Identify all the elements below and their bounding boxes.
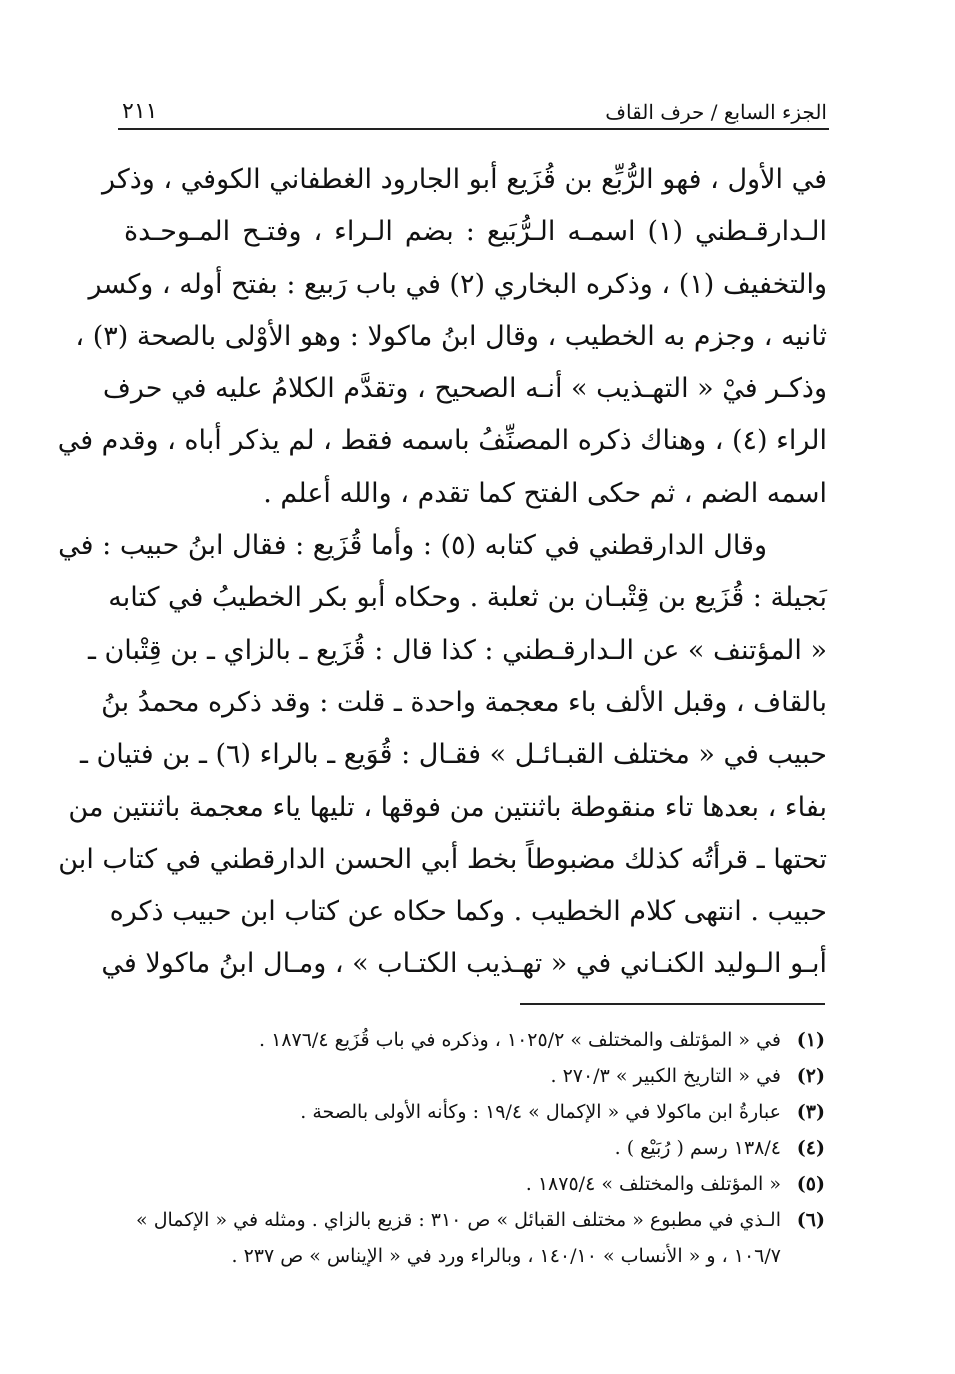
- footnote: [118, 1202, 825, 1238]
- running-title: الجزء السابع / حرف القاف: [605, 100, 827, 124]
- page-number: ٢١١: [122, 99, 158, 124]
- footnote-text: في « التاريخ الكبير » ٢٧٠/٣ .: [550, 1065, 781, 1087]
- footnote-number: (٥): [796, 1173, 825, 1195]
- footnote: [118, 1022, 825, 1058]
- footnote-text: ١٠٦/٧ ، و « الأنساب » ١٤٠/١٠ ، وبالراء ورد في « الإيناس » ص ٢٣٧ .: [231, 1245, 781, 1267]
- page-header: [122, 84, 827, 124]
- text-line: أبـو الـوليد الكنـاني في « تهـذيب الكتـاب » ، ومـال ابنُ ماكولا في: [101, 948, 827, 980]
- footnote-continuation: [118, 1238, 825, 1274]
- footnote-text: ١٣٨/٤ رسم ( رُبَيْع ) .: [614, 1137, 781, 1159]
- footnotes: [118, 1022, 825, 1274]
- footnote-number: (٣): [796, 1101, 825, 1123]
- footnote-text: في « المؤتلف والمختلف » ١٠٢٥/٢ ، وذكره في باب قُزَيع ١٨٧٦/٤ .: [259, 1029, 781, 1051]
- footnote-divider: [520, 1003, 825, 1005]
- text-line: في الأول ، فهو الرُّبِّع بن قُزَيع أبو الجارود الغطفاني الكوفي ، وذكر: [101, 164, 827, 195]
- text-line: اسمه الضم ، ثم حكى الفتح كما تقدم ، والله أعلم .: [263, 477, 827, 509]
- footnote-text: الـذي في مطبوع « مختلف القبائل » ص ٣١٠ : قزيع بالزاي . ومثله في « الإكمال »: [136, 1209, 781, 1231]
- text-line: بفاء ، بعدها تاء منقوطة باثنتين من فوقها ، تليها ياء معجمة باثنتين من: [68, 791, 827, 823]
- text-line: الـدارقـطني (١) اسمـه الـرُّبَيع : بضم الـراء ، وفتـح المـوحـدة: [124, 216, 827, 248]
- text-line: حبيب . انتهى كلام الخطيب . وكما حكاه عن كتاب ابن حبيب ذكره: [109, 896, 827, 928]
- text-line: « المؤتنف » عن الـدارقـطني : كذا قال : قُزَيع ـ بالزاي ـ بن قِتْبان ـ: [87, 634, 827, 666]
- footnote-number: (١): [796, 1029, 825, 1051]
- text-line: وذكـر فيْ « التهـذيب » أنـه الصحيح ، وتقدَّم الكلامُ عليه في حرف: [102, 373, 827, 405]
- header-divider: [118, 128, 829, 130]
- text-line: وقال الدارقطني في كتابه (٥) : وأما قُزَيع : فقال ابنُ حبيب : في: [58, 530, 767, 562]
- text-line: بَجيلة : قُزَيع بن قِتْبـان بن ثعلبة . وحكاه أبو بكر الخطيبُ في كتابه: [108, 582, 827, 614]
- footnote-text: عبارةُ ابن ماكولا في « الإكمال » ١٩/٤ : وكأنه الأولى بالصحة .: [300, 1101, 781, 1123]
- text-line: والتخفيف (١) ، وذكره البخاري (٢) في باب رَبيع : بفتح أوله ، وكسر: [88, 268, 827, 300]
- footnote-number: (٢): [796, 1065, 825, 1087]
- text-line: حبيب في « مختلف القبـائـل » فقـال : قُوَيع ـ بالراء (٦) ـ بن فتيان ـ: [79, 739, 827, 771]
- footnote-text: « المؤتلف والمختلف » ١٨٧٥/٤ .: [525, 1173, 781, 1195]
- footnote: [118, 1058, 825, 1094]
- footnote: [118, 1166, 825, 1202]
- footnote: [118, 1094, 825, 1130]
- footnote-number: (٦): [796, 1209, 825, 1231]
- text-line: ثانيه ، وجزم به الخطيب ، وقال ابنُ ماكولا : وهو الأوْلى بالصحة (٣) ،: [75, 320, 827, 352]
- text-line: الراء (٤) ، وهناك ذكره المصنِّفُ باسمه فقط ، لم يذكر أباه ، وقدم في: [57, 425, 827, 457]
- text-line: بالقاف ، وقبل الألف باء معجمة واحدة ـ قلت : وقد ذكره محمدُ بنُ: [101, 686, 827, 718]
- footnote: [118, 1130, 825, 1166]
- footnote-number: (٤): [796, 1137, 825, 1159]
- main-text: [57, 154, 827, 991]
- text-line: تحتها ـ قرأتُه كذلك مضبوطاً بخط أبي الحسن الدارقطني في كتاب ابن: [58, 843, 827, 875]
